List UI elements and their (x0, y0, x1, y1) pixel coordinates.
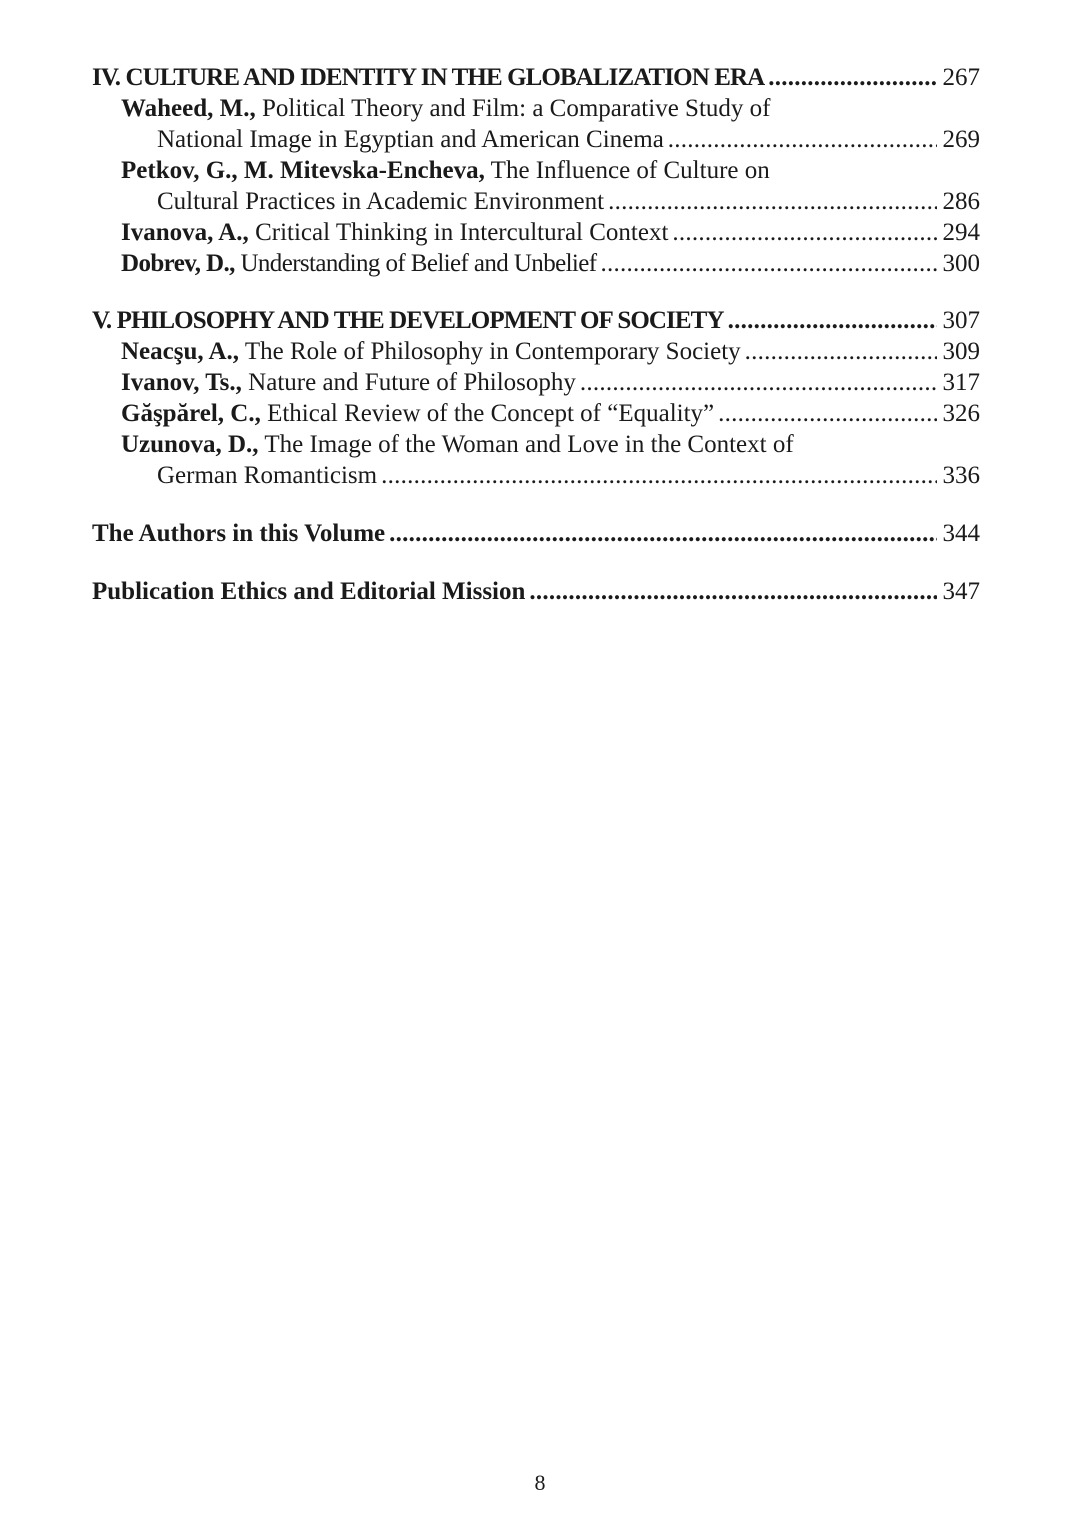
page-number: 326 (942, 400, 980, 427)
entry-author: Ivanov, Ts., (121, 369, 242, 396)
entry-author: Petkov, G., M. Mitevska-Encheva, (121, 157, 485, 184)
page-number: 286 (942, 188, 980, 215)
section-spacer (92, 279, 980, 305)
toc-entry-uzunova[interactable] (92, 429, 980, 460)
entry-author: Neacşu, A., (121, 338, 240, 365)
leader-dots (389, 518, 936, 549)
toc-entry-uzunova-cont[interactable] (92, 460, 980, 491)
toc-entry-waheed[interactable] (92, 93, 980, 124)
leader-dots (768, 62, 936, 93)
toc-entry-petkov-cont[interactable] (92, 186, 980, 217)
entry-title-line1: The Influence of Culture on (490, 157, 770, 184)
leader-dots (381, 460, 936, 491)
toc-authors-in-volume[interactable] (92, 518, 980, 549)
page-number: 317 (942, 369, 980, 396)
page-folio: 8 (534, 1470, 546, 1495)
leader-dots (672, 217, 936, 248)
entry-title: Understanding of Belief and Unbelief (240, 250, 597, 277)
toc-entry-ivanova[interactable] (92, 217, 980, 248)
entry-author: Ivanova, A., (121, 219, 249, 246)
section-spacer (92, 549, 980, 576)
toc-entry-ivanov[interactable] (92, 367, 980, 398)
entry-title-line2: Cultural Practices in Academic Environment (157, 188, 605, 215)
leader-dots (608, 186, 936, 217)
toc-section-iv[interactable] (92, 62, 980, 93)
entry-author: Waheed, M., (121, 95, 256, 122)
leader-dots (668, 124, 937, 155)
leader-dots (745, 336, 937, 367)
page-number: 307 (942, 307, 980, 334)
page-number: 344 (942, 520, 980, 547)
section-title: V. PHILOSOPHY AND THE DEVELOPMENT OF SOCIETY (92, 307, 724, 334)
leader-dots (580, 367, 937, 398)
entry-title-line1: The Image of the Woman and Love in the Context of (264, 431, 794, 458)
toc-section-v[interactable] (92, 305, 980, 336)
table-of-contents (92, 62, 980, 607)
back-matter-title: The Authors in this Volume (92, 520, 386, 547)
entry-author: Dobrev, D., (121, 250, 235, 277)
section-spacer (92, 491, 980, 518)
section-title: IV. CULTURE AND IDENTITY IN THE GLOBALIZATION ERA (92, 64, 765, 91)
toc-entry-petkov[interactable] (92, 155, 980, 186)
page-number: 309 (942, 338, 980, 365)
entry-title-line2: German Romanticism (157, 462, 378, 489)
toc-entry-dobrev[interactable] (92, 248, 980, 279)
page-number: 336 (942, 462, 980, 489)
toc-entry-waheed-cont[interactable] (92, 124, 980, 155)
leader-dots (529, 576, 936, 607)
entry-title-line2: National Image in Egyptian and American Cinema (157, 126, 664, 153)
entry-title: Critical Thinking in Intercultural Context (255, 219, 669, 246)
entry-author: Uzunova, D., (121, 431, 259, 458)
back-matter-title: Publication Ethics and Editorial Mission (92, 578, 526, 605)
entry-title-line1: Political Theory and Film: a Comparative Study of (261, 95, 771, 122)
entry-title: The Role of Philosophy in Contemporary Society (244, 338, 741, 365)
leader-dots (601, 248, 937, 279)
entry-author: Găşpărel, C., (121, 400, 261, 427)
page-number: 300 (942, 250, 980, 277)
leader-dots (718, 398, 936, 429)
page-number: 267 (942, 64, 980, 91)
toc-publication-ethics[interactable] (92, 576, 980, 607)
leader-dots (728, 305, 937, 336)
entry-title: Nature and Future of Philosophy (248, 369, 576, 396)
page-number: 347 (942, 578, 980, 605)
page-number: 269 (942, 126, 980, 153)
page-number: 294 (942, 219, 980, 246)
entry-title: Ethical Review of the Concept of “Equality” (267, 400, 715, 427)
toc-entry-neacsu[interactable] (92, 336, 980, 367)
toc-entry-gasparel[interactable] (92, 398, 980, 429)
